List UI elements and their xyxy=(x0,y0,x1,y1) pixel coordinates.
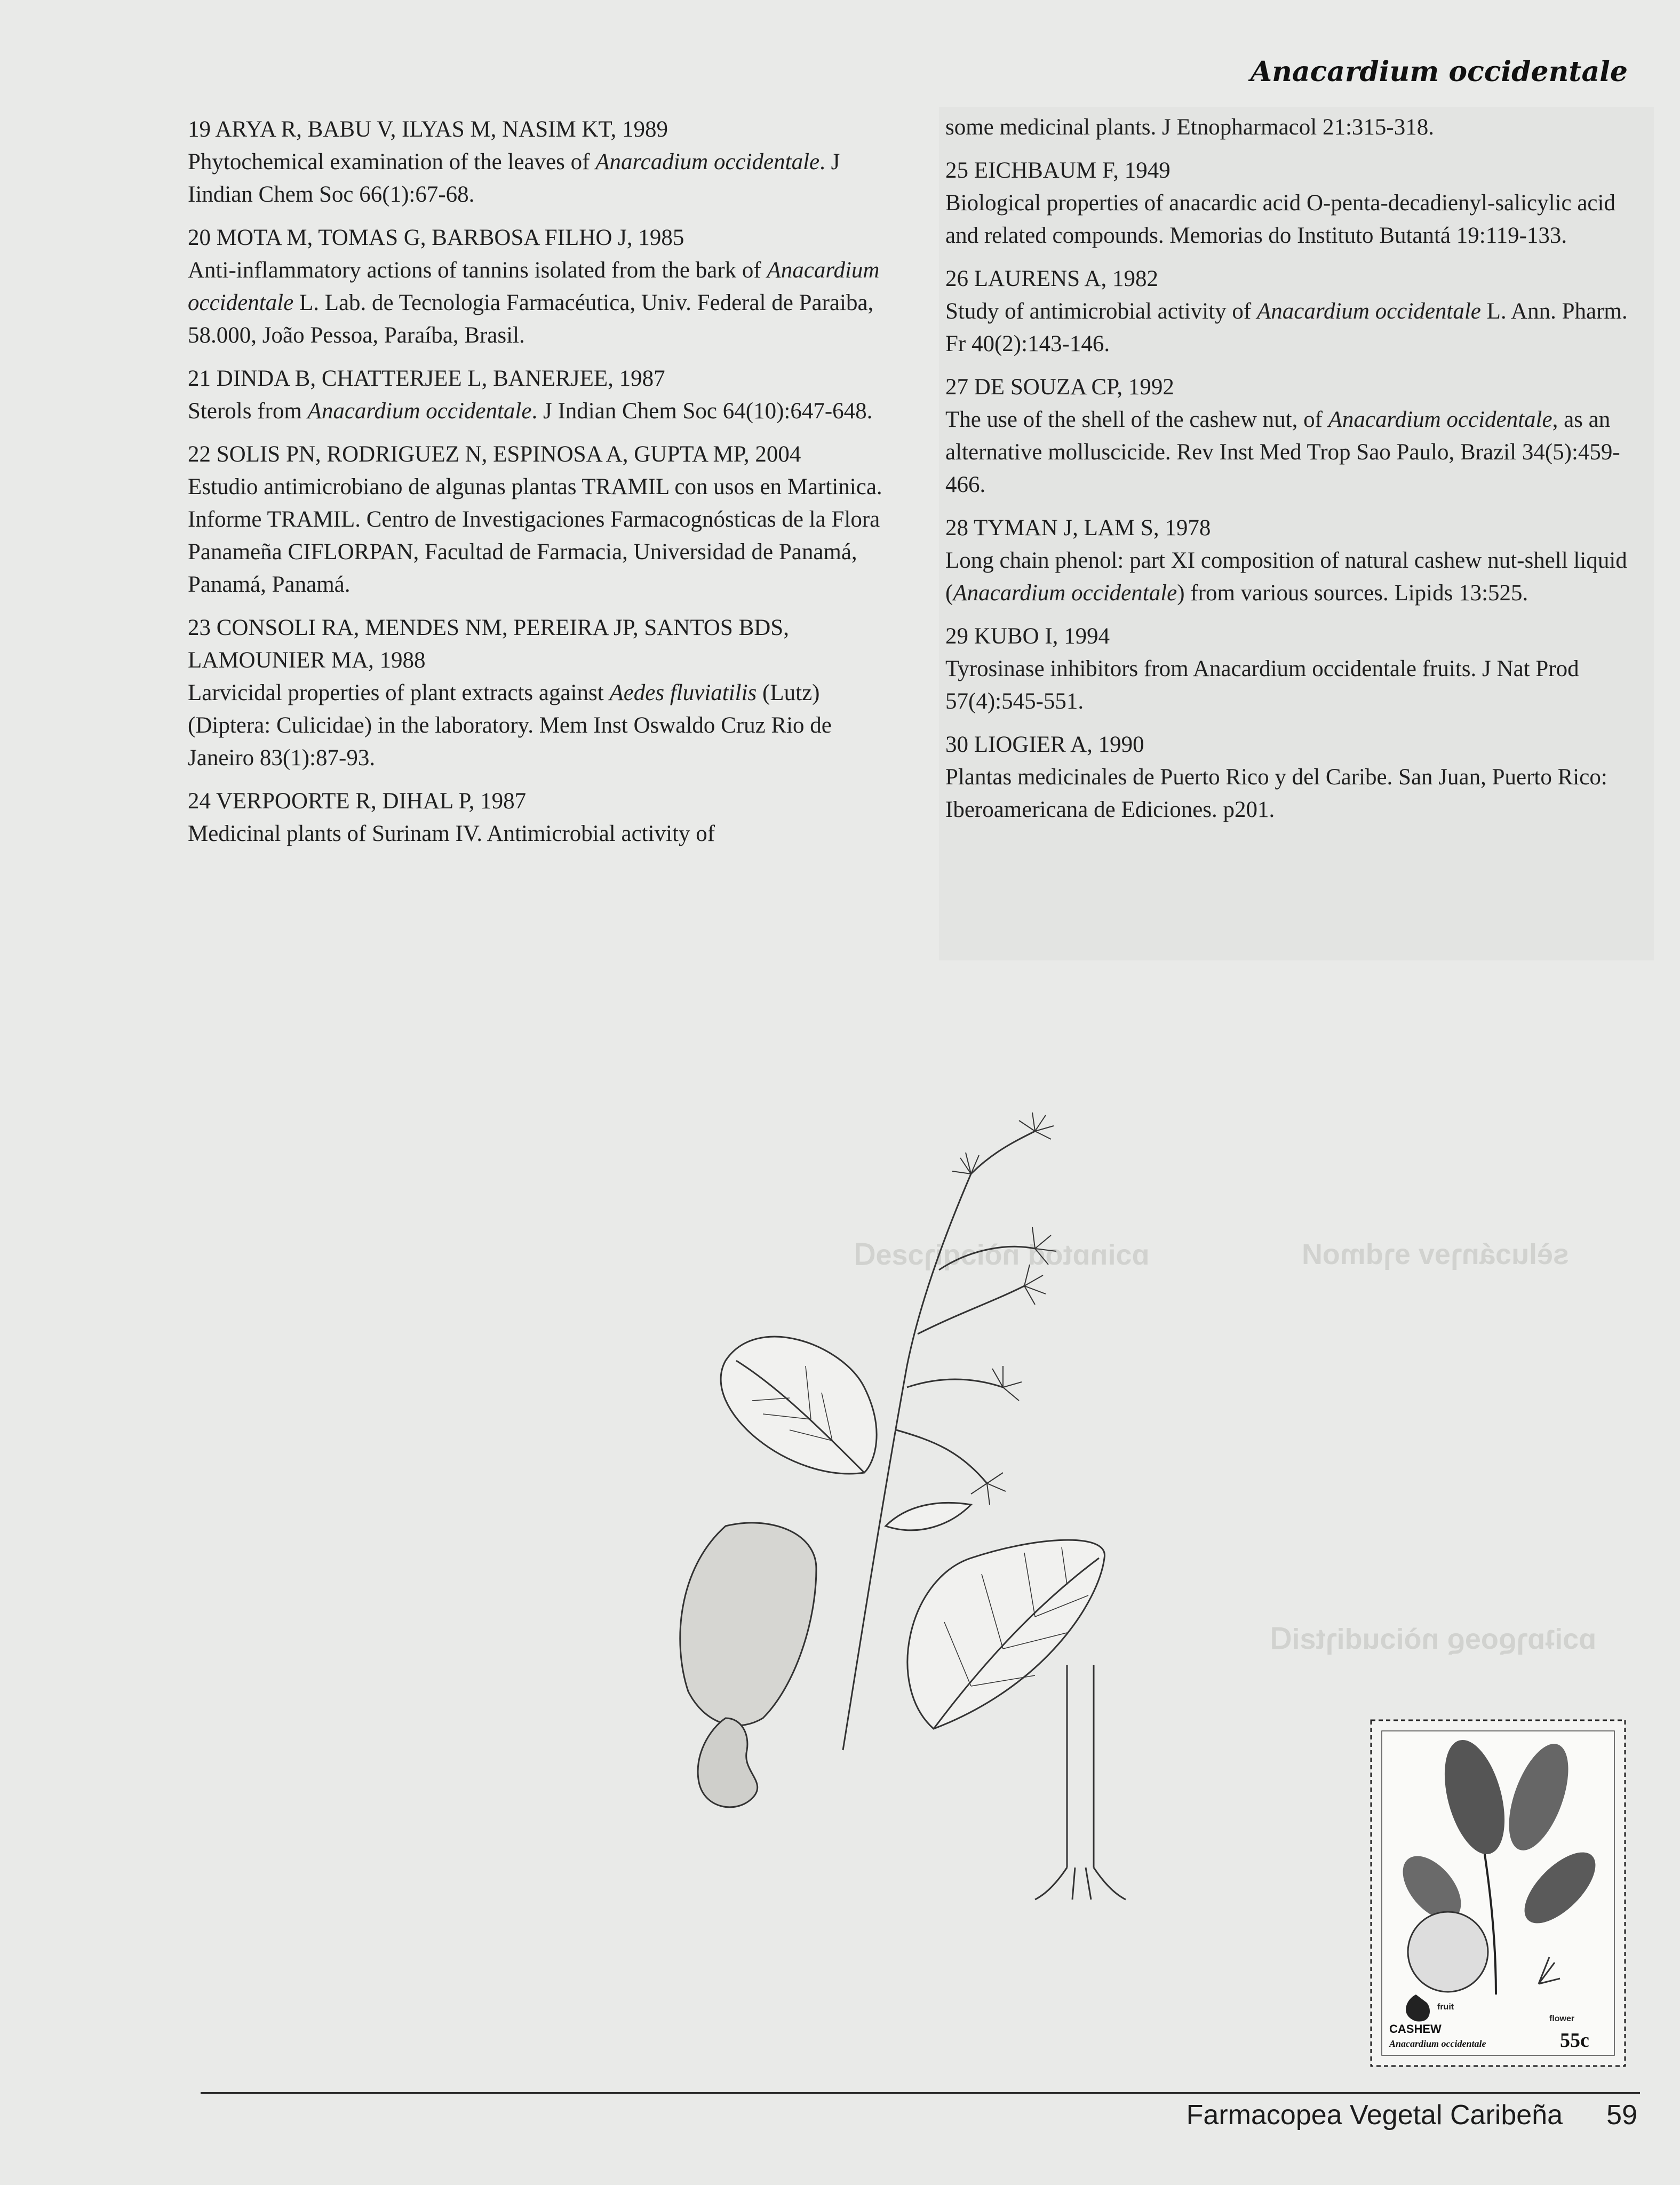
citation-text: The use of the shell of the cashew nut, of xyxy=(945,407,1328,432)
citation-text: Larvicidal properties of plant extracts against xyxy=(188,680,610,705)
citation-text: L. Ann. Pharm. Fr 40(2):143-146. xyxy=(945,299,1628,356)
running-header: Anacardium occidentale xyxy=(1250,55,1628,88)
citation-text: , as an alternative molluscicide. Rev Inst Med Trop Sao Paulo, Brazil 34(5):459-466. xyxy=(945,407,1620,497)
reference-citation xyxy=(945,295,1639,360)
species-name: Anacardium occidentale xyxy=(953,581,1177,606)
reference-entry xyxy=(188,113,897,211)
reference-entry xyxy=(945,728,1639,826)
citation-text: Estudio antimicrobiano de algunas plantas TRAMIL con usos en Martinica. Informe TRAMIL. Centro de Investigaciones Farmacognósticas de la Flora Panameña CIFLORPAN, Facultad de Farmacia, Universidad de Panamá, Panamá, Panamá. xyxy=(188,474,882,597)
reference-entry xyxy=(945,111,1639,144)
reference-citation xyxy=(188,146,897,211)
reference-entry xyxy=(188,362,897,427)
reference-authors: 25 EICHBAUM F, 1949 xyxy=(945,158,1171,183)
species-name: Anacardium occidentale xyxy=(188,258,880,315)
reference-entry xyxy=(945,154,1639,252)
reference-citation xyxy=(945,653,1639,718)
leaf xyxy=(907,1540,1105,1729)
citation-text: Tyrosinase inhibitors from Anacardium occidentale fruits. J Nat Prod 57(4):545-551. xyxy=(945,656,1579,714)
cashew-postage-stamp xyxy=(1368,1717,1628,2069)
citation-text: Study of antimicrobial activity of xyxy=(945,299,1257,324)
reference-authors: 29 KUBO I, 1994 xyxy=(945,624,1110,649)
stamp-caption: CASHEW xyxy=(1389,2022,1442,2036)
reference-citation xyxy=(945,544,1639,609)
cashew-apple xyxy=(680,1523,816,1726)
reference-authors: 20 MOTA M, TOMAS G, BARBOSA FILHO J, 1985 xyxy=(188,225,684,250)
stamp-latin-name: Anacardium occidentale xyxy=(1389,2038,1486,2049)
references-left-column xyxy=(188,113,897,861)
species-name: Anacardium occidentale xyxy=(1328,407,1552,432)
species-name: Anacardium occidentale xyxy=(307,399,532,424)
citation-text: Anti-inflammatory actions of tannins isolated from the bark of xyxy=(188,258,767,283)
stamp-label-fruit: fruit xyxy=(1437,2003,1454,2012)
species-name: Aedes fluviatilis xyxy=(609,680,757,705)
citation-text: Medicinal plants of Surinam IV. Antimicrobial activity of xyxy=(188,821,715,846)
reference-entry xyxy=(945,512,1639,609)
reference-authors: 23 CONSOLI RA, MENDES NM, PEREIRA JP, SANTOS BDS, LAMOUNIER MA, 1988 xyxy=(188,615,789,673)
reference-citation xyxy=(945,187,1639,252)
references-right-column xyxy=(945,111,1639,837)
reference-authors: 21 DINDA B, CHATTERJEE L, BANERJEE, 1987 xyxy=(188,366,665,391)
citation-text: Sterols from xyxy=(188,399,308,424)
reference-authors: 28 TYMAN J, LAM S, 1978 xyxy=(945,515,1211,541)
reference-entry xyxy=(188,785,897,850)
reference-entry xyxy=(188,221,897,352)
citation-text: some medicinal plants. J Etnopharmacol 21:315-318. xyxy=(945,115,1434,140)
species-name: Anacardium occidentale xyxy=(1256,299,1481,324)
citation-text: L. Lab. de Tecnologia Farmacéutica, Univ. Federal de Paraiba, 58.000, João Pessoa, Paraíba, Brasil. xyxy=(188,290,874,348)
reference-authors: 26 LAURENS A, 1982 xyxy=(945,266,1158,291)
citation-text: (Lutz) (Diptera: Culicidae) in the laboratory. Mem Inst Oswaldo Cruz Rio de Janeiro 83(1):87-93. xyxy=(188,680,832,770)
show-through-text: ɒɔinɒtod nòiɔqiɿɔƨɘᗡ xyxy=(854,1239,1150,1271)
reference-authors: 30 LIOGIER A, 1990 xyxy=(945,732,1144,757)
reference-entry xyxy=(945,371,1639,501)
reference-citation xyxy=(188,254,897,352)
reference-citation xyxy=(945,403,1639,501)
reference-citation xyxy=(188,395,897,427)
cashew-illustration xyxy=(566,1110,1174,1932)
stamp-label-flower: flower xyxy=(1549,2014,1575,2023)
reference-authors: 27 DE SOUZA CP, 1992 xyxy=(945,375,1174,400)
footer-rule xyxy=(201,2092,1640,2094)
reference-authors: 19 ARYA R, BABU V, ILYAS M, NASIM KT, 1989 xyxy=(188,117,668,142)
reference-citation xyxy=(188,817,897,850)
stamp-value: 55c xyxy=(1560,2029,1589,2052)
reference-citation xyxy=(945,761,1639,826)
show-through-text: ɒɔiʇɒɿϱoɘϱ nòiɔudiɿtƨiᗡ xyxy=(1270,1623,1597,1655)
reference-citation xyxy=(945,111,1639,144)
reference-entry xyxy=(188,611,897,774)
page-number: 59 xyxy=(1606,2100,1637,2131)
citation-text: Long chain phenol: part XI composition of natural cashew nut-shell liquid ( xyxy=(945,548,1627,606)
reference-authors: 22 SOLIS PN, RODRIGUEZ N, ESPINOSA A, GUPTA MP, 2004 xyxy=(188,442,801,467)
citation-text: . J Iindian Chem Soc 66(1):67-68. xyxy=(188,149,840,207)
citation-text: Phytochemical examination of the leaves of xyxy=(188,149,596,174)
leaf xyxy=(721,1337,877,1474)
show-through-text: sèluɔánɿɘv ɘɿdmoИ xyxy=(1302,1238,1570,1270)
reference-entry xyxy=(945,620,1639,718)
footer-title: Farmacopea Vegetal Caribeña xyxy=(1186,2100,1563,2131)
reference-citation xyxy=(188,471,897,601)
reference-authors: 24 VERPOORTE R, DIHAL P, 1987 xyxy=(188,789,527,814)
cashew-nut xyxy=(698,1718,758,1807)
citation-text: Plantas medicinales de Puerto Rico y del Caribe. San Juan, Puerto Rico: Iberoamericana de Ediciones. p201. xyxy=(945,765,1607,822)
reference-entry xyxy=(945,263,1639,360)
citation-text: ) from various sources. Lipids 13:525. xyxy=(1177,581,1528,606)
species-name: Anarcadium occidentale xyxy=(595,149,820,174)
citation-text: . J Indian Chem Soc 64(10):647-648. xyxy=(531,399,873,424)
reference-citation xyxy=(188,677,897,774)
citation-text: Biological properties of anacardic acid O-penta-decadienyl-salicylic acid and related compounds. Memorias do Instituto Butantá 19:119-133. xyxy=(945,190,1615,248)
reference-entry xyxy=(188,438,897,601)
